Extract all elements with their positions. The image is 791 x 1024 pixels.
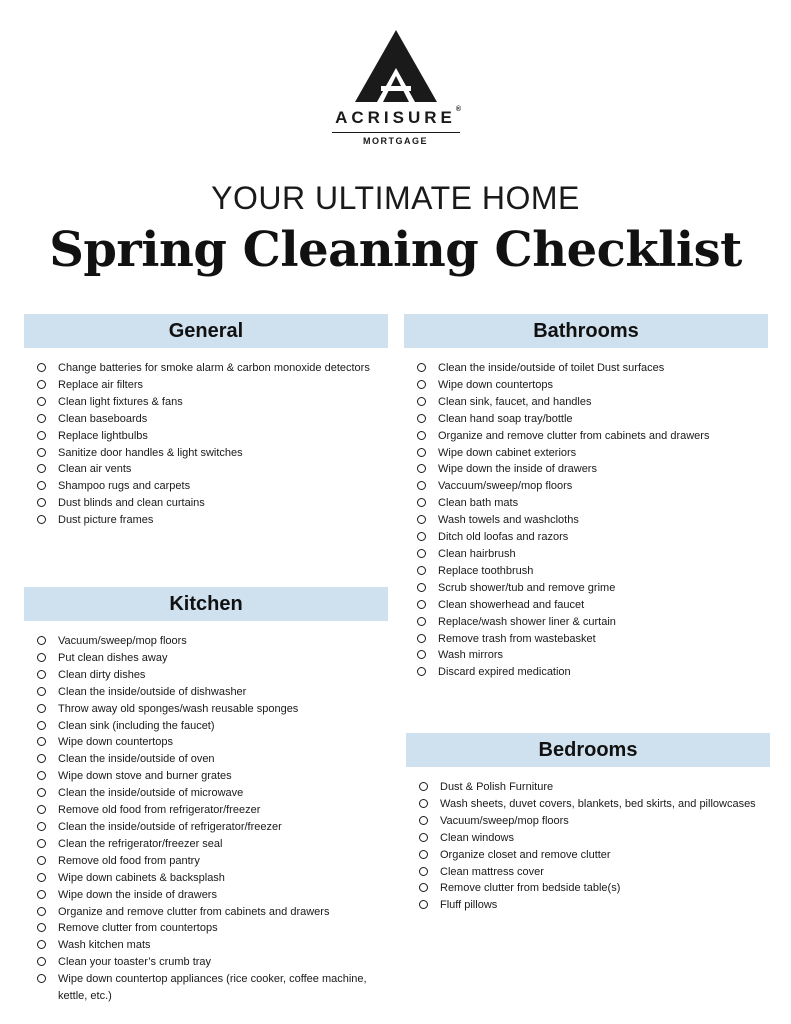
checklist-item-label: Replace/wash shower liner & curtain — [438, 615, 616, 628]
checkbox-circle[interactable] — [37, 498, 46, 507]
checklist-item-label: Remove trash from wastebasket — [438, 632, 596, 645]
checkbox-circle[interactable] — [37, 805, 46, 814]
checklist-item-label: Clean the refrigerator/freezer seal — [58, 837, 223, 850]
checkbox-circle[interactable] — [419, 816, 428, 825]
checklist-item-label: Replace lightbulbs — [58, 429, 148, 442]
checkbox-circle[interactable] — [419, 782, 428, 791]
checklist-item — [404, 546, 768, 563]
checkbox-circle[interactable] — [37, 414, 46, 423]
logo-divider — [332, 132, 460, 133]
checklist-item-label: Clean hairbrush — [438, 547, 516, 560]
checklist-item — [404, 563, 768, 580]
checklist-item — [24, 411, 388, 428]
checklist-item-label: Wipe down cabinets & backsplash — [58, 871, 225, 884]
checklist-item-label: Throw away old sponges/wash reusable sponges — [58, 702, 299, 715]
checklist-item — [24, 836, 388, 853]
checklist-item-label: Scrub shower/tub and remove grime — [438, 581, 616, 594]
checklist-item — [404, 647, 768, 664]
checklist-item — [24, 667, 388, 684]
checklist-item — [404, 411, 768, 428]
checkbox-circle[interactable] — [37, 771, 46, 780]
checklist-item-label: Clean air vents — [58, 463, 132, 476]
checkbox-circle[interactable] — [37, 721, 46, 730]
checkbox-circle[interactable] — [37, 737, 46, 746]
checklist-item-label: Clean windows — [440, 831, 514, 844]
checkbox-circle[interactable] — [419, 799, 428, 808]
checklist-item-label: Clean mattress cover — [440, 865, 544, 878]
checklist-item — [24, 954, 388, 971]
checklist-item-label: Organize and remove clutter from cabinets and drawers — [58, 905, 330, 918]
checklist-item — [404, 428, 768, 445]
checklist-item — [24, 785, 388, 802]
checklist-item-label: Wipe down the inside of drawers — [58, 888, 217, 901]
checkbox-circle[interactable] — [419, 883, 428, 892]
checklist-item-label: Clean baseboards — [58, 412, 148, 425]
checklist-item — [404, 580, 768, 597]
checkbox-circle[interactable] — [37, 653, 46, 662]
checklist-item-label: Change batteries for smoke alarm & carbon monoxide detectors — [58, 362, 370, 374]
checklist-item-label: Wipe down countertop appliances (rice cooker, coffee machine, kettle, etc.) — [58, 973, 367, 1003]
checklist-item — [24, 768, 388, 785]
checklist-item — [24, 718, 388, 735]
checklist-item — [404, 445, 768, 462]
checklist-item — [404, 597, 768, 614]
checkbox-circle[interactable] — [417, 380, 426, 389]
checklist-item-label: Fluff pillows — [440, 899, 498, 912]
checklist-item — [24, 734, 388, 751]
checkbox-circle[interactable] — [37, 636, 46, 645]
checklist-item-label: Organize closet and remove clutter — [440, 848, 611, 861]
checklist-item — [406, 897, 770, 914]
checklist-item-label: Remove old food from refrigerator/freezer — [58, 804, 261, 817]
acrisure-triangle-icon — [351, 28, 441, 104]
checklist-item-label: Wash sheets, duvet covers, blankets, bed skirts, and pillowcases — [440, 797, 756, 810]
checklist-item — [24, 461, 388, 478]
checklist-item-label: Vaccuum/sweep/mop floors — [438, 480, 573, 493]
checklist-item-label: Wash towels and washcloths — [438, 514, 579, 527]
section-bathrooms — [404, 314, 768, 681]
checklist-item — [404, 631, 768, 648]
checklist-item-label: Vacuum/sweep/mop floors — [58, 635, 187, 647]
checkbox-circle[interactable] — [417, 397, 426, 406]
section-header-bathrooms: Bathrooms — [404, 314, 768, 348]
checklist-item — [24, 887, 388, 904]
checklist-bathrooms — [404, 348, 768, 681]
checklist-item — [24, 394, 388, 411]
checkbox-circle[interactable] — [37, 515, 46, 524]
checklist-item-label: Dust picture frames — [58, 514, 154, 527]
checklist-item-label: Vacuum/sweep/mop floors — [440, 814, 569, 827]
checkbox-circle[interactable] — [419, 850, 428, 859]
checkbox-circle[interactable] — [417, 363, 426, 372]
checklist-item-label: Shampoo rugs and carpets — [58, 480, 191, 493]
checkbox-circle[interactable] — [37, 670, 46, 679]
page-supertitle: YOUR ULTIMATE HOME — [211, 180, 580, 216]
checklist-item — [404, 377, 768, 394]
checklist-item-label: Discard expired medication — [438, 666, 571, 679]
checkbox-circle[interactable] — [37, 431, 46, 440]
checklist-item — [406, 830, 770, 847]
checkbox-circle[interactable] — [417, 583, 426, 592]
checklist-item-label: Ditch old loofas and razors — [438, 531, 569, 544]
checklist-item — [406, 864, 770, 881]
checklist-item-label: Dust blinds and clean curtains — [58, 497, 205, 510]
section-general — [24, 314, 388, 529]
checklist-item — [24, 445, 388, 462]
checkbox-circle[interactable] — [419, 900, 428, 909]
checkbox-circle[interactable] — [37, 957, 46, 966]
checkbox-circle[interactable] — [417, 481, 426, 490]
logo-subtitle: MORTGAGE — [363, 136, 428, 146]
checklist-kitchen — [24, 621, 388, 1005]
checkbox-circle[interactable] — [37, 397, 46, 406]
checklist-item-label: Replace toothbrush — [438, 564, 534, 577]
checklist-general — [24, 348, 388, 529]
checklist-item — [24, 360, 388, 377]
checklist-item — [404, 529, 768, 546]
checklist-item — [24, 920, 388, 937]
checklist-item — [24, 819, 388, 836]
checkbox-circle[interactable] — [417, 600, 426, 609]
checklist-item — [404, 614, 768, 631]
section-bedrooms — [406, 733, 770, 914]
section-header-kitchen: Kitchen — [24, 587, 388, 621]
checkbox-circle[interactable] — [37, 704, 46, 713]
checklist-item-label: Clean the inside/outside of oven — [58, 753, 215, 766]
checkbox-circle[interactable] — [417, 650, 426, 659]
checklist-item-label: Clean the inside/outside of dishwasher — [58, 685, 247, 698]
checkbox-circle[interactable] — [417, 549, 426, 558]
checklist-item-label: Clean the inside/outside of microwave — [58, 787, 244, 800]
checkbox-circle[interactable] — [37, 481, 46, 490]
checkbox-circle[interactable] — [37, 907, 46, 916]
page-title: Spring Cleaning Checklist — [49, 222, 742, 278]
checkbox-circle[interactable] — [37, 856, 46, 865]
checkbox-circle[interactable] — [37, 788, 46, 797]
checklist-item — [404, 394, 768, 411]
checklist-item — [24, 650, 388, 667]
checkbox-circle[interactable] — [417, 515, 426, 524]
acrisure-logo — [0, 28, 791, 146]
checkbox-circle[interactable] — [37, 822, 46, 831]
checkbox-circle[interactable] — [417, 448, 426, 457]
checkbox-circle[interactable] — [417, 498, 426, 507]
checklist-item-label: Clean the inside/outside of refrigerator/freezer — [58, 820, 282, 833]
checklist-item — [24, 633, 388, 650]
checklist-item — [24, 802, 388, 819]
logo-registered-mark: ® — [455, 106, 462, 113]
checklist-item — [24, 937, 388, 954]
checklist-item-label: Clean the inside/outside of toilet Dust surfaces — [438, 362, 665, 374]
checkbox-circle[interactable] — [37, 363, 46, 372]
checkbox-circle[interactable] — [37, 974, 46, 983]
checkbox-circle[interactable] — [419, 833, 428, 842]
checkbox-circle[interactable] — [417, 634, 426, 643]
checklist-item — [404, 478, 768, 495]
checklist-item-label: Remove clutter from bedside table(s) — [440, 882, 621, 895]
checkbox-circle[interactable] — [37, 464, 46, 473]
checklist-item — [24, 751, 388, 768]
checklist-item-label: Dust & Polish Furniture — [440, 781, 554, 793]
checklist-item-label: Clean sink, faucet, and handles — [438, 395, 592, 408]
checklist-bedrooms — [406, 767, 770, 914]
checklist-item-label: Replace air filters — [58, 378, 143, 391]
checklist-item — [406, 813, 770, 830]
checklist-item-label: Sanitize door handles & light switches — [58, 446, 243, 459]
checklist-item — [404, 360, 768, 377]
checkbox-circle[interactable] — [37, 754, 46, 763]
checklist-item-label: Remove clutter from countertops — [58, 922, 218, 935]
section-header-general: General — [24, 314, 388, 348]
checklist-item-label: Remove old food from pantry — [58, 854, 200, 867]
checklist-item-label: Wipe down the inside of drawers — [438, 463, 597, 476]
checkbox-circle[interactable] — [417, 431, 426, 440]
checklist-item-label: Clean showerhead and faucet — [438, 598, 585, 611]
checkbox-circle[interactable] — [37, 380, 46, 389]
checklist-item-label: Clean dirty dishes — [58, 668, 146, 681]
section-header-bedrooms: Bedrooms — [406, 733, 770, 767]
checkbox-circle[interactable] — [37, 687, 46, 696]
checkbox-circle[interactable] — [37, 940, 46, 949]
logo-brand-name — [0, 108, 791, 128]
logo-brand-text: ACRISURE — [335, 108, 456, 127]
checklist-item-label: Clean hand soap tray/bottle — [438, 412, 573, 425]
checklist-item — [24, 904, 388, 921]
checklist-item — [24, 684, 388, 701]
checklist-item-label: Organize and remove clutter from cabinets and drawers — [438, 429, 710, 442]
checkbox-circle[interactable] — [417, 464, 426, 473]
checklist-item-label: Clean sink (including the faucet) — [58, 719, 215, 732]
checklist-item — [24, 701, 388, 718]
checklist-item — [24, 428, 388, 445]
checklist-item — [404, 512, 768, 529]
checklist-item-label: Wash kitchen mats — [58, 939, 151, 952]
checklist-item — [24, 478, 388, 495]
checklist-item — [24, 377, 388, 394]
checkbox-circle[interactable] — [417, 617, 426, 626]
checklist-item-label: Wipe down countertops — [438, 378, 553, 391]
checklist-item-label: Clean bath mats — [438, 497, 519, 510]
checklist-item — [406, 847, 770, 864]
checkbox-circle[interactable] — [37, 873, 46, 882]
checklist-item — [404, 664, 768, 681]
checkbox-circle[interactable] — [37, 448, 46, 457]
checkbox-circle[interactable] — [37, 923, 46, 932]
checklist-item-label: Clean light fixtures & fans — [58, 395, 183, 408]
checklist-item-label: Put clean dishes away — [58, 651, 168, 664]
checkbox-circle[interactable] — [417, 532, 426, 541]
section-kitchen — [24, 587, 388, 1005]
checkbox-circle[interactable] — [37, 839, 46, 848]
checklist-item — [406, 880, 770, 897]
checklist-item-label: Wipe down cabinet exteriors — [438, 446, 577, 459]
checklist-item — [24, 853, 388, 870]
checklist-item — [24, 870, 388, 887]
checkbox-circle[interactable] — [419, 867, 428, 876]
checklist-item — [24, 971, 388, 1005]
checkbox-circle[interactable] — [417, 667, 426, 676]
checklist-item — [24, 495, 388, 512]
checklist-item-label: Wash mirrors — [438, 649, 503, 662]
checklist-item — [404, 495, 768, 512]
checklist-item — [24, 512, 388, 529]
checkbox-circle[interactable] — [417, 566, 426, 575]
checklist-item — [404, 461, 768, 478]
checkbox-circle[interactable] — [417, 414, 426, 423]
checklist-item-label: Clean your toaster’s crumb tray — [58, 956, 212, 969]
checklist-item — [406, 796, 770, 813]
checklist-item-label: Wipe down countertops — [58, 736, 173, 749]
checkbox-circle[interactable] — [37, 890, 46, 899]
checklist-item — [406, 779, 770, 796]
checklist-item-label: Wipe down stove and burner grates — [58, 770, 232, 783]
